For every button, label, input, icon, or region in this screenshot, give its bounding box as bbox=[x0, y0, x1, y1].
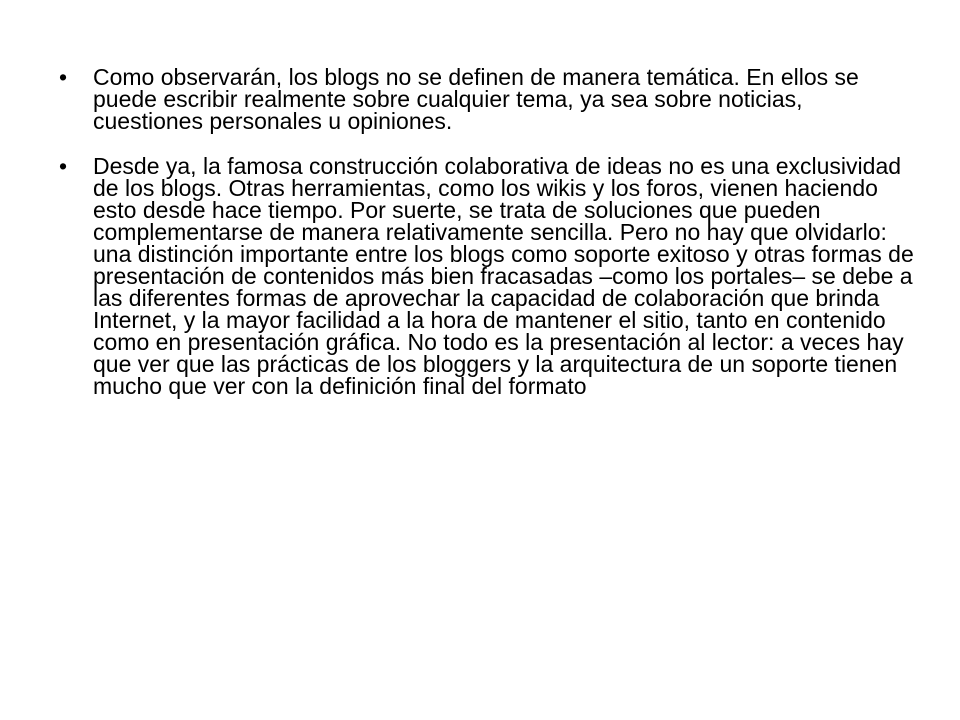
bullet-marker: • bbox=[59, 64, 68, 90]
bullet-text: Como observarán, los blogs no se definen de manera temática. En ellos se puede escribir realmente sobre cualquier tema, ya sea sobre noticias, cuestiones personales u opiniones. bbox=[93, 64, 859, 134]
bullet-marker: • bbox=[59, 153, 68, 179]
bullet-item-collaborative-construction bbox=[57, 155, 917, 397]
bullet-item-blogs-topics bbox=[57, 66, 917, 132]
bullet-text: Desde ya, la famosa construcción colaborativa de ideas no es una exclusividad de los blogs. Otras herramientas, como los wikis y los foros, vienen haciendo esto desde hace tiempo. Por suerte, se trata de soluciones que pueden complementarse de manera relativamente sencilla. Pero no hay que olvidarlo: una distinción importante entre los blogs como soporte exitoso y otras formas de presentación de contenidos más bien fracasadas –como los portales– se debe a las diferentes formas de aprovechar la capacidad de colaboración que brinda Internet, y la mayor facilidad a la hora de mantener el sitio, tanto en contenido como en presentación gráfica. No todo es la presentación al lector: a veces hay que ver que las prácticas de los bloggers y la arquitectura de un soporte tienen mucho que ver con la definición final del formato bbox=[93, 153, 914, 399]
bullet-list bbox=[57, 66, 917, 397]
